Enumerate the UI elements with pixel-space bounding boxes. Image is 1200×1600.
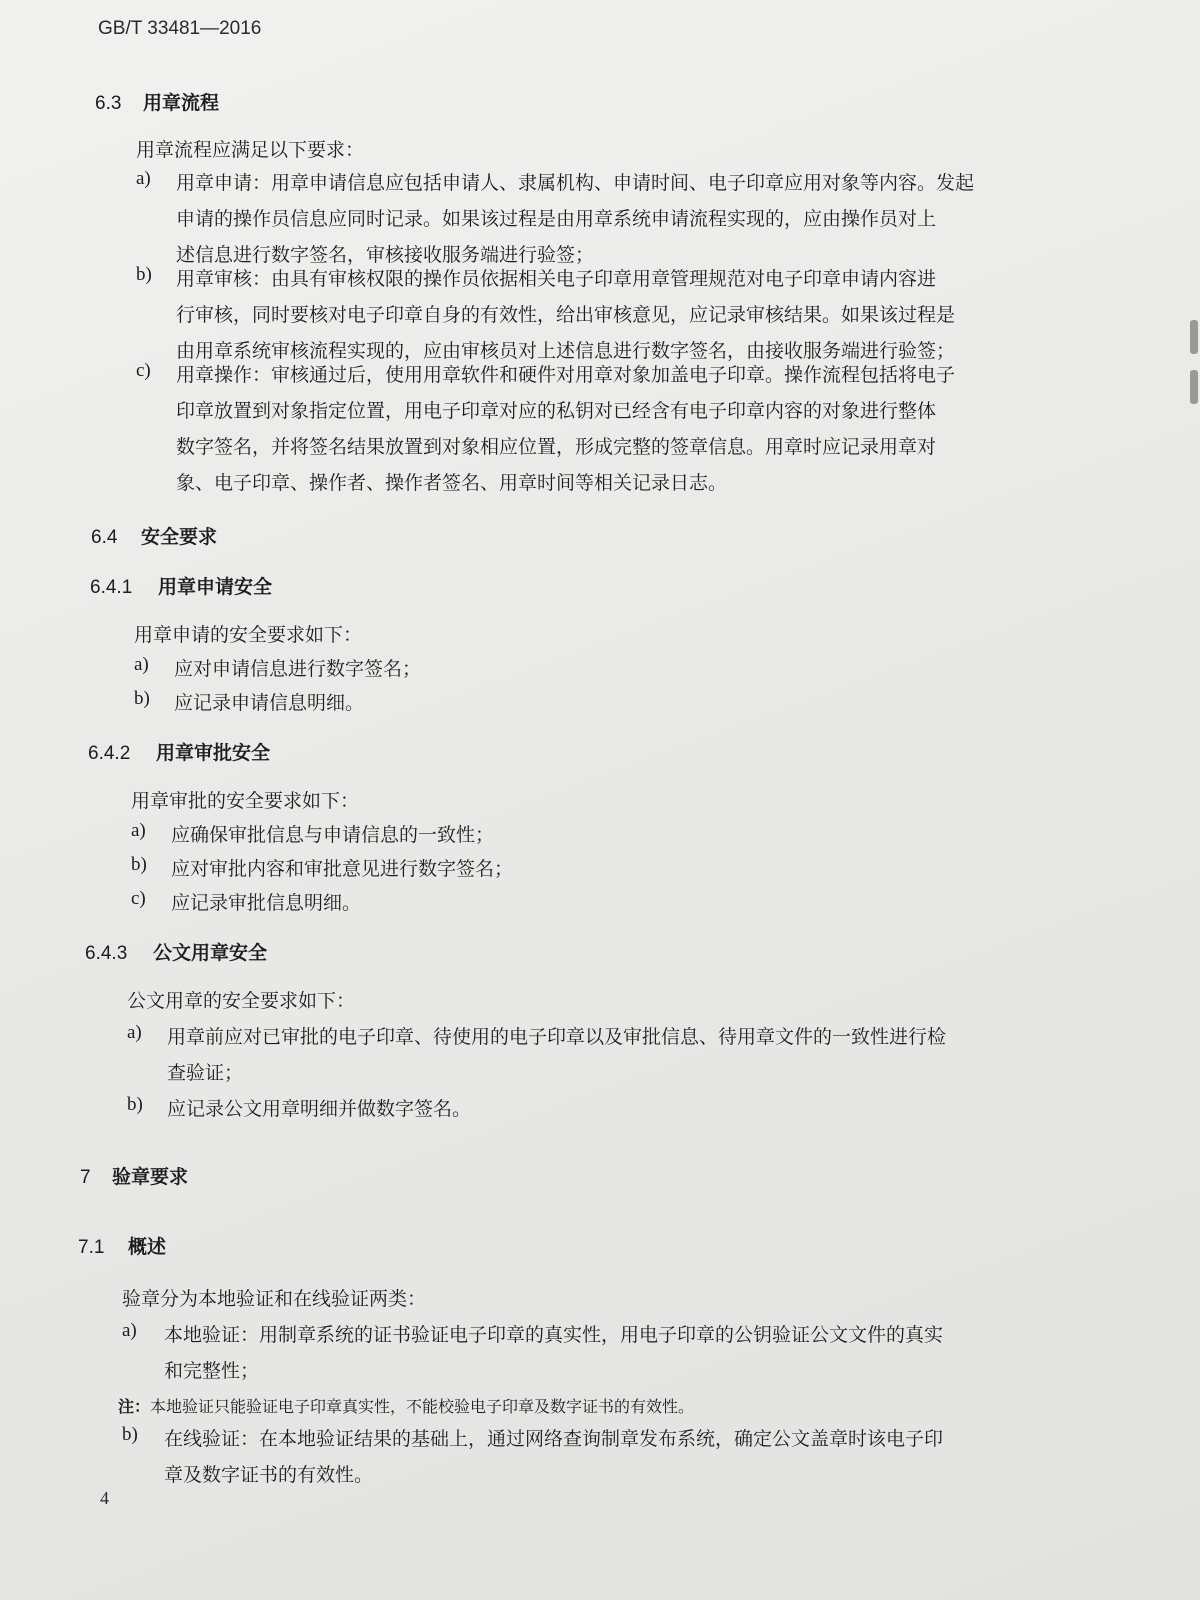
section-intro: 公文用章的安全要求如下： [127,990,356,1012]
section-6-4-heading [91,522,217,549]
list-text-line: 用章审核：由具有审核权限的操作员依据相关电子印章用章管理规范对电子印章申请内容进 [176,268,937,290]
list-text-line: 述信息进行数字签名，审核接收服务端进行验签； [176,244,595,266]
section-intro: 验章分为本地验证和在线验证两类： [122,1288,427,1310]
section-number: 7.1 [78,1237,105,1258]
list-text-line: 应记录公文用章明细并做数字签名。 [167,1098,472,1120]
list-text-line: 印章放置到对象指定位置，用电子印章对应的私钥对已经含有电子印章内容的对象进行整体 [176,400,937,422]
list-label: c) [136,360,151,381]
list-label: a) [131,820,146,841]
section-intro: 用章申请的安全要求如下： [134,624,363,646]
section-number: 6.4.3 [85,943,128,964]
list-text-line: 和完整性； [164,1360,260,1382]
section-intro: 用章审批的安全要求如下： [131,790,360,812]
list-label: b) [131,854,147,875]
list-text-line: 应确保审批信息与申请信息的一致性； [171,824,495,846]
list-label: a) [136,168,151,189]
section-7-1-heading [78,1232,166,1259]
section-title: 概述 [128,1236,167,1258]
list-text-line: 数字签名，并将签名结果放置到对象相应位置，形成完整的签章信息。用章时应记录用章对 [176,436,937,458]
standard-header: GB/T 33481—2016 [98,18,262,39]
section-title: 用章审批安全 [156,742,271,764]
list-label: a) [134,654,149,675]
section-title: 安全要求 [141,526,218,548]
list-label: b) [136,264,152,285]
list-text-line: 查验证； [167,1062,244,1084]
list-text-line: 行审核，同时要核对电子印章自身的有效性，给出审核意见，应记录审核结果。如果该过程是 [176,304,956,326]
list-text-line: 章及数字证书的有效性。 [164,1464,374,1486]
list-text-line: 由用章系统审核流程实现的，应由审核员对上述信息进行数字签名，由接收服务端进行验签； [176,340,956,362]
list-text-line: 用章前应对已审批的电子印章、待使用的电子印章以及审批信息、待用章文件的一致性进行检 [167,1026,947,1048]
list-text-line: 申请的操作员信息应同时记录。如果该过程是由用章系统申请流程实现的，应由操作员对上 [176,208,937,230]
section-6-3-heading [95,88,219,115]
list-text-line: 应记录审批信息明细。 [171,892,362,914]
section-number: 7 [80,1167,91,1188]
section-title: 用章申请安全 [158,576,273,598]
list-label: b) [127,1094,143,1115]
binder-clip-mark [1190,320,1198,354]
page-number: 4 [100,1488,109,1508]
list-text-line: 应记录申请信息明细。 [174,692,365,714]
list-text-line: 本地验证：用制章系统的证书验证电子印章的真实性，用电子印章的公钥验证公文文件的真实 [164,1324,944,1346]
list-text-line: 用章申请：用章申请信息应包括申请人、隶属机构、申请时间、电子印章应用对象等内容。发起 [176,172,975,194]
list-text-line: 象、电子印章、操作者、操作者签名、用章时间等相关记录日志。 [176,472,728,494]
list-text-line: 在线验证：在本地验证结果的基础上，通过网络查询制章发布系统，确定公文盖章时该电子印 [164,1428,944,1450]
list-text-line: 应对申请信息进行数字签名； [174,658,422,680]
note-text: 本地验证只能验证电子印章真实性，不能校验电子印章及数字证书的有效性。 [150,1397,695,1416]
list-label: a) [122,1320,137,1341]
list-text-line: 应对审批内容和审批意见进行数字签名； [171,858,514,880]
list-label: b) [134,688,150,709]
list-label: b) [122,1424,138,1445]
section-number: 6.4.1 [90,577,133,598]
section-number: 6.4.2 [88,743,131,764]
note-label: 注： [118,1397,151,1416]
section-number: 6.4 [91,527,118,548]
section-6-4-1-heading [90,572,272,599]
section-title: 用章流程 [143,92,220,114]
note [118,1394,694,1417]
list-text-line: 用章操作：审核通过后，使用用章软件和硬件对用章对象加盖电子印章。操作流程包括将电子 [176,364,956,386]
section-6-4-2-heading [88,738,270,765]
section-6-4-3-heading [85,938,267,965]
section-title: 验章要求 [112,1166,189,1188]
binder-clip-mark [1190,370,1198,404]
section-intro: 用章流程应满足以下要求： [136,139,365,161]
list-label: c) [131,888,146,909]
section-7-heading [80,1162,188,1189]
section-number: 6.3 [95,93,122,114]
list-label: a) [127,1022,142,1043]
section-title: 公文用章安全 [153,942,268,964]
